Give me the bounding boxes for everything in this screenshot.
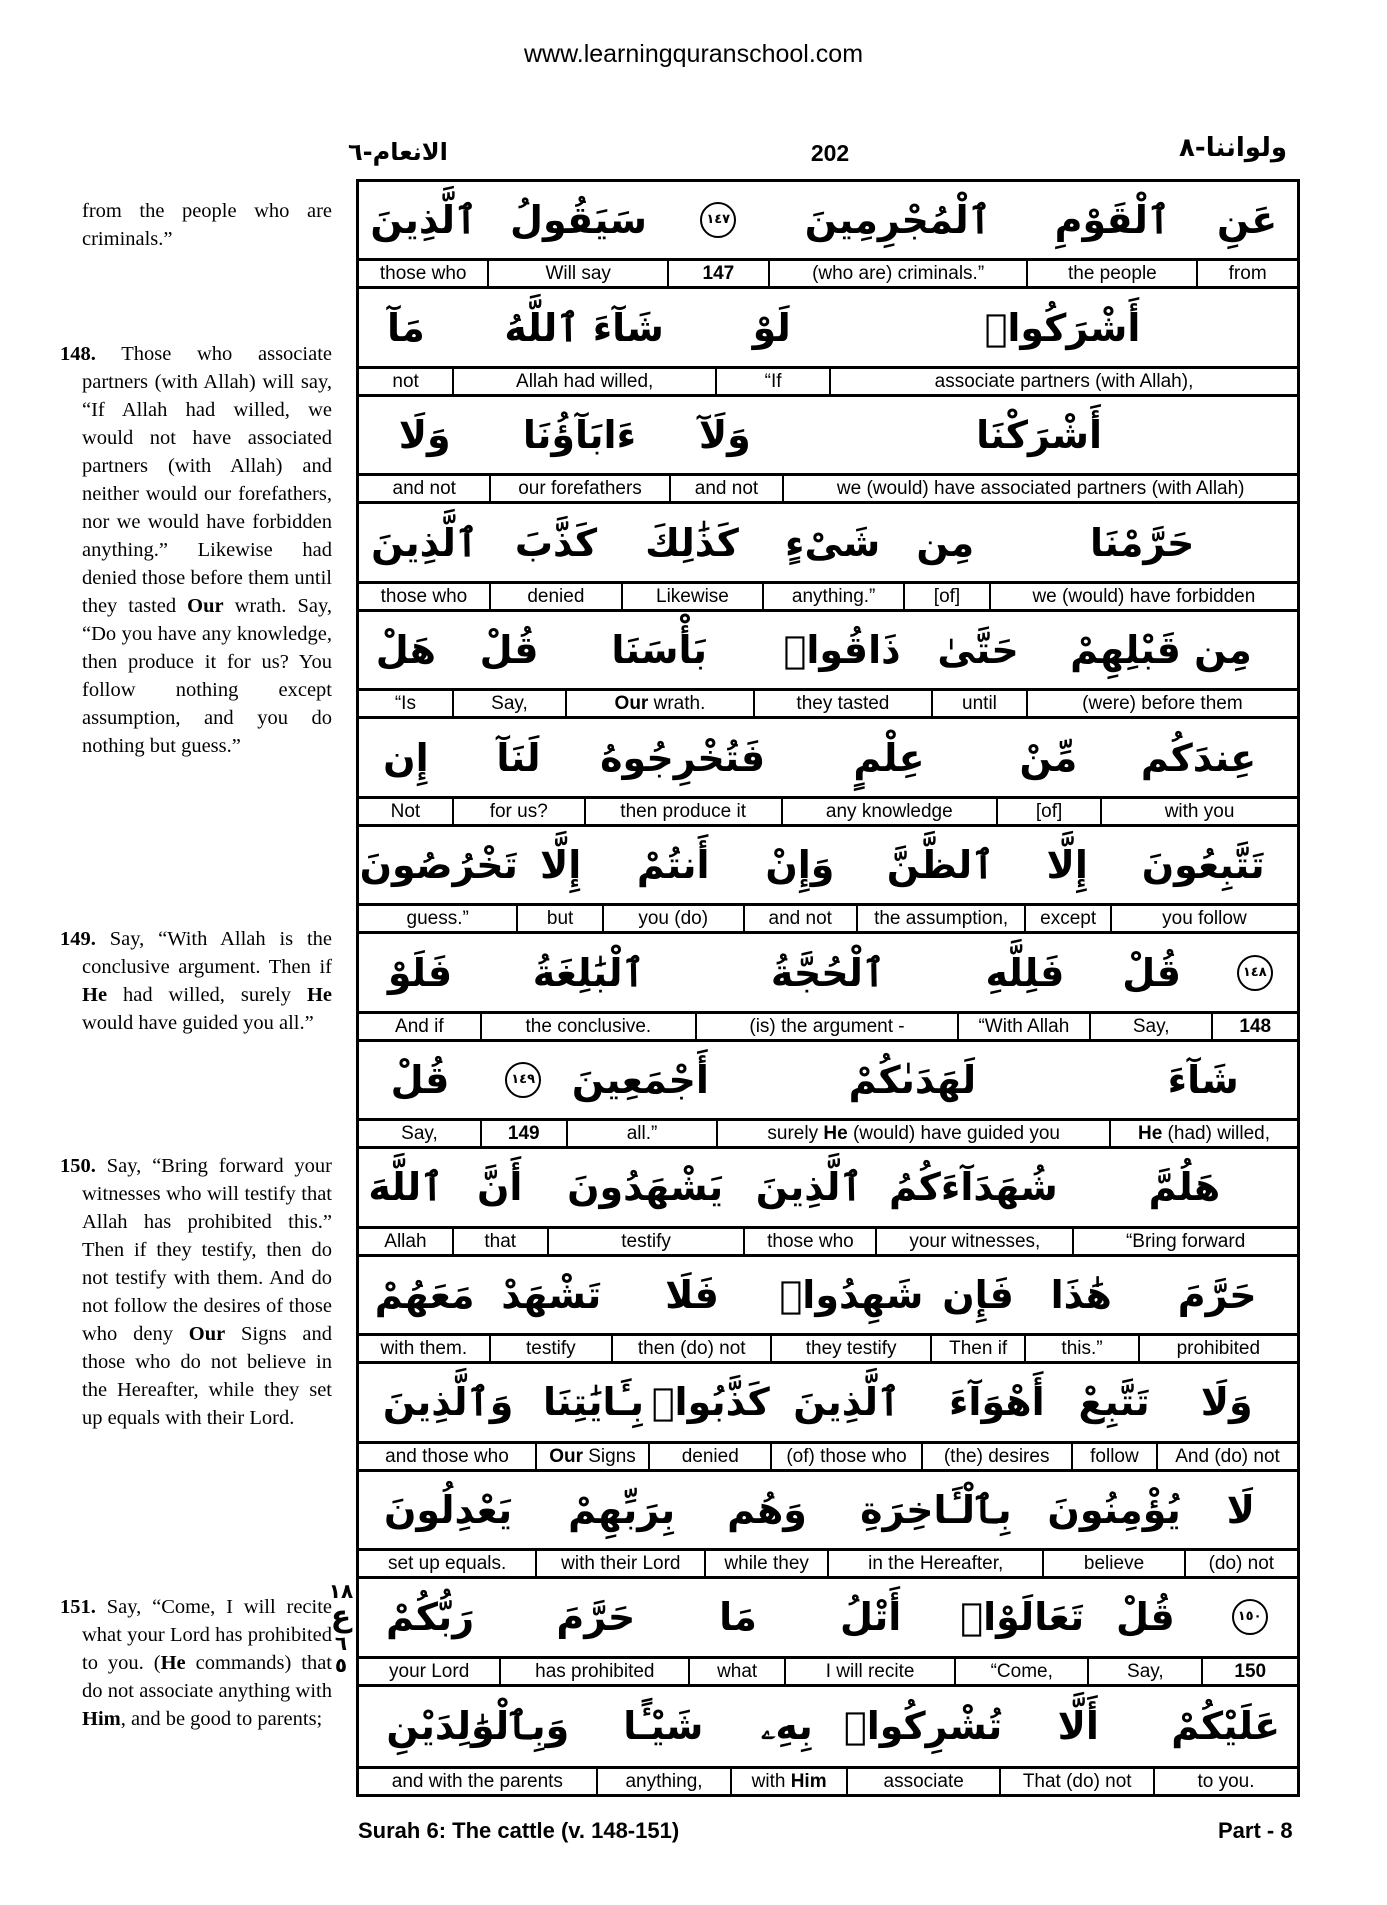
english-word: anything, [598,1769,733,1794]
english-word: (of) those who [772,1444,922,1469]
english-word: those who [359,261,489,286]
commentary-150 [60,1152,332,1432]
arabic-word: عِلْمٍ [853,735,925,780]
translation-row [359,1551,1297,1579]
english-word: all.” [568,1121,719,1146]
arabic-word: قُلْ [479,628,539,673]
arabic-word: أَشْرَكْنَا [976,413,1102,458]
verse-block [359,182,1297,289]
translation-row [359,584,1297,612]
arabic-word: لَهَدَىٰكُمْ [848,1057,977,1102]
arabic-word: تُشْرِكُوا۟ [843,1704,1003,1749]
arabic-word: ءَابَآؤُنَا [522,413,636,458]
ruku-dot: ٥ [334,1653,348,1677]
english-word: until [933,691,1028,716]
arabic-word: بِٱلْـَٔاخِرَةِ [860,1487,1012,1532]
arabic-word: ٱللَّهَ [368,1165,444,1210]
english-word: “With Allah [959,1014,1091,1039]
arabic-word: مَآ [387,305,425,350]
verse-block [359,1149,1297,1256]
arabic-word: هَٰذَا [1050,1272,1112,1317]
arabic-row [359,1472,1297,1551]
arabic-word: حَرَّمَ [556,1595,636,1640]
english-word: Our wrath. [567,691,755,716]
english-word: and those who [359,1444,537,1469]
arabic-word: فَإِن [942,1272,1014,1317]
english-word: Say, [1089,1659,1203,1684]
english-word: except [1026,906,1111,931]
verse-number: 151. [60,1596,96,1618]
english-word: your witnesses, [877,1229,1074,1254]
arabic-word: بِـَٔايَٰتِنَا [542,1380,645,1425]
english-word: [of] [905,584,991,609]
verse-block [359,504,1297,611]
commentary-text: Say, “Come, I will recite what your Lord has prohibited to you. (He commands) that do not associate anything with Him, and be good to parents; [82,1596,333,1730]
english-word: Will say [489,261,669,286]
arabic-word: قُلْ [1116,1595,1175,1640]
arabic-word: هَلُمَّ [1148,1165,1221,1210]
arabic-row [359,289,1297,368]
arabic-word: لَنَآ [496,735,541,780]
verse-end-marker: ١٤٩ [505,1062,541,1098]
english-word: “Bring forward [1125,1230,1246,1252]
arabic-word: يَشْهَدُونَ [567,1165,724,1210]
arabic-row [359,1149,1297,1228]
english-word: the people [1028,261,1198,286]
translation-row [359,691,1297,719]
footer-surah-label: Surah 6: The cattle (v. 148-151) [358,1818,680,1843]
english-word: Allah [359,1229,454,1254]
verse-number: 150. [60,1155,96,1177]
english-word: Allah had willed, [454,369,717,394]
arabic-row [359,1364,1297,1443]
arabic-word: قُلْ [390,1057,450,1102]
verse-block [359,1042,1297,1149]
arabic-word [668,202,768,238]
english-word: 148 [1239,1015,1272,1037]
arabic-word: تَشْهَدْ [501,1272,602,1317]
english-word: and not [671,476,785,501]
arabic-row [359,612,1297,691]
english-word: (do) not [1208,1553,1275,1575]
arabic-word: عَلَيْكُمْ [1171,1704,1281,1749]
english-word: Say, [1091,1014,1214,1039]
english-word: (the) desires [923,1444,1073,1469]
english-word: set up equals. [359,1551,537,1576]
verse-block [359,1472,1297,1579]
english-word: and with the parents [359,1769,598,1794]
arabic-word: كَذَّبَ [514,520,598,565]
arabic-word: وَهُم [727,1487,807,1532]
english-word: surely He (would) have guided you [718,1121,1111,1146]
translation-row [359,1769,1297,1794]
arabic-row [359,504,1297,583]
english-word: 147 [669,261,770,286]
english-word: guess.” [359,906,518,931]
verse-end-marker: ١٥٠ [1232,1599,1268,1635]
arabic-word: تَعَالَوْا۟ [960,1595,1085,1640]
arabic-word: تَخْرُصُونَ [359,843,518,888]
arabic-word: لَا [1226,1487,1255,1532]
translation-row [359,799,1297,827]
arabic-word: تَتَّبِعُونَ [1141,843,1265,888]
arabic-row [359,719,1297,798]
arabic-row [359,934,1297,1013]
english-word: those who [745,1229,877,1254]
arabic-word: هَلْ [375,628,437,673]
commentary-text: Those who associate partners (with Allah) will say, “If Allah had willed, we would not have associated partners (with Allah) and neither would our forefathers, nor we would have forbidden anything.” Likewise had denied those before them until they tasted Our wrath. Say, “Do you have any knowledge, then produce it for us? You follow nothing except assumption, and you do nothing but guess.” [82,343,332,757]
english-word: That (do) not [1001,1769,1155,1794]
english-word: and not [359,476,491,501]
english-word: with Him [732,1769,848,1794]
english-word: but [518,906,603,931]
english-word: what [690,1659,786,1684]
english-word: And if [359,1014,482,1039]
english-word: believe [1044,1551,1185,1576]
arabic-word: حَرَّمْنَا [1090,520,1195,565]
arabic-word: وَبِٱلْوَٰلِدَيْنِ [386,1704,570,1749]
translation-row [359,1336,1297,1364]
arabic-word: أَلَّا [1057,1704,1099,1749]
commentary-text: from the people who are criminals.” [82,200,332,250]
verse-block [359,1579,1297,1686]
arabic-word: عِندَكُم [1140,735,1257,780]
arabic-word: كَذَٰلِكَ [645,520,739,565]
verse-block [359,1364,1297,1471]
commentary-151 [60,1593,332,1733]
english-word: Then if [932,1336,1027,1361]
english-word: associate partners (with Allah), [934,370,1194,392]
arabic-word: فَتُخْرِجُوهُ [600,735,766,780]
arabic-word: مِّنْ [1019,735,1078,780]
verse-block [359,289,1297,396]
arabic-word: وَلَا [398,413,451,458]
english-word: testify [491,1336,613,1361]
english-word: then (do) not [613,1336,772,1361]
arabic-word: ٱلْمُجْرِمِينَ [804,198,991,243]
commentary-text: Say, “With Allah is the conclusive argument. Then if He had willed, surely He would have guided you all.” [82,928,332,1034]
english-word: follow [1073,1444,1158,1469]
english-word: prohibited [1176,1338,1261,1360]
verse-block [359,934,1297,1041]
arabic-word: ٱلَّذِينَ [370,198,478,243]
verse-block [359,827,1297,934]
arabic-word: ذَاقُوا۟ [783,628,901,673]
arabic-word: مِن [916,520,975,565]
arabic-word: شُهَدَآءَكُمُ [889,1165,1058,1210]
english-word: then produce it [586,799,783,824]
arabic-word: شَيْـًٔا [623,1704,704,1749]
arabic-word: إِن [383,735,429,780]
verse-block [359,612,1297,719]
ruku-glyph: ع [330,1599,352,1634]
arabic-word: وَلَا [1200,1380,1253,1425]
english-word: “Is [359,691,454,716]
english-word: that [454,1229,549,1254]
arabic-word: ٱلْبَٰلِغَةُ [532,950,645,995]
english-word: Not [359,799,454,824]
arabic-word: أَجْمَعِينَ [571,1057,709,1102]
english-word: denied [491,584,623,609]
english-word: you (do) [604,906,745,931]
ruku-number: ١٨ [328,1579,354,1603]
english-word: they tasted [755,691,933,716]
english-word: “If [717,369,831,394]
english-word: And (do) not [1175,1445,1280,1467]
english-word: Say, [359,1121,482,1146]
arabic-word: فَلَوْ [387,950,453,995]
english-word: in the Hereafter, [829,1551,1044,1576]
verse-number: 149. [60,928,96,950]
verse-end-marker: ١٤٧ [700,202,736,238]
arabic-word: ٱلَّذِينَ [755,1165,863,1210]
english-word: this.” [1026,1336,1139,1361]
commentary-text: Say, “Bring forward your witnesses who will testify that Allah has prohibited this.” Then if they testify, then do not testify with them. And do not follow the desires of those who deny Our Signs and those who do not believe in the Hereafter, while they set up equals with their Lord. [82,1155,332,1429]
footer-part-label: Part - 8 [1218,1818,1293,1843]
translation-row [359,1014,1297,1042]
arabic-word: بِرَبِّهِمْ [568,1487,676,1532]
arabic-word: وَإِنْ [765,843,835,888]
word-by-word-table [356,179,1300,1797]
english-word: Say, [454,691,567,716]
verse-block [359,719,1297,826]
ruku-marker [326,1580,356,1676]
page-number: 202 [810,140,850,166]
english-word: 150 [1234,1660,1267,1682]
arabic-word: مِن قَبْلِهِمْ [1070,628,1252,673]
english-word: with them. [359,1336,491,1361]
arabic-word: وَٱلَّذِينَ [382,1380,514,1425]
arabic-word: فَلَا [665,1272,719,1317]
english-word: you follow [1162,908,1247,930]
arabic-word: بَأْسَنَا [611,628,707,673]
arabic-word: أَشْرَكُوا۟ [984,305,1141,350]
english-word: Our Signs [537,1444,650,1469]
arabic-word: مَا [719,1595,757,1640]
arabic-word: أَتْلُ [840,1595,902,1640]
arabic-word: أَنَّ [476,1165,523,1210]
arabic-word: يَعْدِلُونَ [384,1487,513,1532]
arabic-word [481,1062,565,1098]
arabic-row [359,1579,1297,1658]
commentary-149 [60,925,332,1037]
arabic-word: فَلِلَّهِ [985,950,1065,995]
translation-row [359,369,1297,397]
arabic-word: شَآءَ [1167,1057,1239,1102]
english-word: with their Lord [537,1551,706,1576]
arabic-word: وَلَآ [698,413,751,458]
english-word: associate [848,1769,1002,1794]
english-word: I will recite [786,1659,956,1684]
english-word: denied [650,1444,772,1469]
arabic-word: حَتَّىٰ [937,628,1019,673]
arabic-word: أَهْوَآءَ [949,1380,1045,1425]
english-word: “Come, [956,1659,1089,1684]
english-word: [of] [998,799,1102,824]
arabic-word: مَعَهُمْ [374,1272,475,1317]
arabic-word: ٱلَّذِينَ [371,520,479,565]
arabic-row [359,1042,1297,1121]
english-word: our forefathers [491,476,670,501]
english-word: for us? [454,799,586,824]
arabic-word: ٱلظَّنَّ [886,843,995,888]
arabic-word: شَآءَ ٱللَّهُ [504,305,664,350]
arabic-word: رَبُّكُمْ [386,1595,475,1640]
surah-name-arabic: الانعام-٦ [348,138,448,166]
arabic-word: إِلَّا [540,843,582,888]
arabic-word [1213,955,1297,991]
translation-row [359,906,1297,934]
english-word: to you. [1197,1771,1255,1793]
english-word: while they [706,1551,829,1576]
english-word: we (would) have forbidden [1032,585,1256,607]
english-word: anything.” [764,584,905,609]
english-word: the assumption, [858,906,1027,931]
ruku-surah-ruku: ٦ [334,1631,348,1655]
arabic-word: عَنِ [1217,198,1278,243]
english-word: with you [1164,800,1235,822]
translation-row [359,1229,1297,1257]
english-word: we (would) have associated partners (with Allah) [836,478,1245,500]
verse-block [359,1687,1297,1794]
english-word: they testify [772,1336,931,1361]
english-word: the conclusive. [482,1014,697,1039]
english-word: (were) before them [1082,693,1243,715]
arabic-word: يُؤْمِنُونَ [1047,1487,1181,1532]
english-word: your Lord [359,1659,501,1684]
site-url[interactable]: www.learningquranschool.com [523,40,864,68]
arabic-row [359,1257,1297,1336]
translation-row [359,261,1297,289]
verse-block [359,397,1297,504]
english-word: has prohibited [501,1659,690,1684]
translation-row [359,476,1297,504]
english-word: (who are) criminals.” [770,261,1029,286]
english-word: not [359,369,454,394]
verse-end-marker: ١٤٨ [1237,955,1273,991]
english-word: any knowledge [783,799,998,824]
english-word: (is) the argument - [697,1014,959,1039]
arabic-word: ٱلْقَوْمِ [1054,198,1171,243]
translation-row [359,1444,1297,1472]
arabic-word: ٱلْحُجَّةُ [770,950,886,995]
arabic-word: كَذَّبُوا۟ [651,1380,770,1425]
arabic-word: شَهِدُوا۟ [779,1272,924,1317]
english-word: and not [745,906,858,931]
verse-number: 148. [60,343,96,365]
english-word: testify [549,1229,746,1254]
commentary-148 [60,340,332,760]
arabic-word: سَيَقُولُ [510,198,648,243]
arabic-word [1202,1599,1297,1635]
translation-row [359,1121,1297,1149]
arabic-word: قُلْ [1122,950,1181,995]
arabic-word: بِهِۦ [760,1703,813,1748]
arabic-row [359,397,1297,476]
arabic-row [359,827,1297,906]
arabic-word: إِلَّا [1046,843,1088,888]
arabic-row [359,182,1297,261]
commentary-0 [60,197,332,253]
arabic-word: تَتَّبِعْ [1078,1380,1150,1425]
english-word: He (had) willed, [1137,1123,1270,1145]
translation-row [359,1659,1297,1687]
arabic-word: أَنتُمْ [636,843,710,888]
verse-block [359,1257,1297,1364]
english-word: those who [359,584,491,609]
arabic-word: لَوْ [752,305,791,350]
english-word: from [1228,263,1267,285]
juz-name-arabic: ولواننا-٨ [1179,133,1287,163]
arabic-word: ٱلَّذِينَ [793,1380,901,1425]
arabic-row [359,1687,1297,1769]
english-word: 149 [482,1121,568,1146]
arabic-word: شَىْءٍ [785,520,881,565]
english-word: Likewise [623,584,764,609]
arabic-word: حَرَّمَ [1177,1272,1257,1317]
